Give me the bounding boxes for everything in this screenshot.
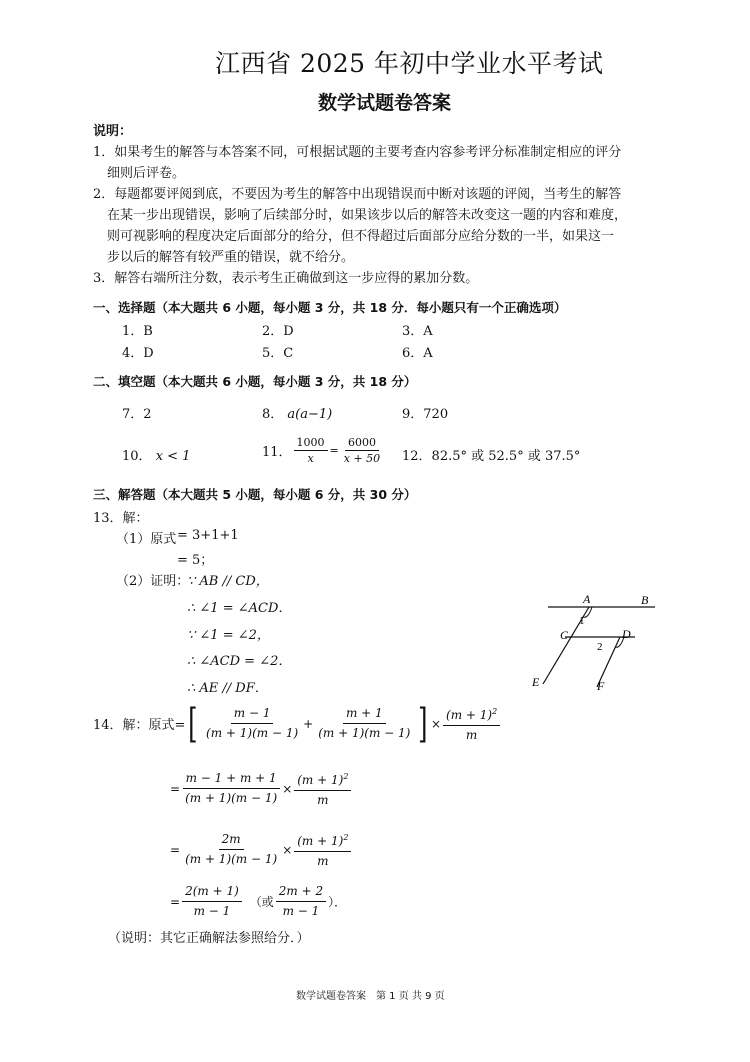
label-e: E [532,675,540,689]
answer-10-expression: x < 1 [155,449,191,464]
page-title: 江西省 2025 年初中学业水平考试 [215,49,604,78]
answer-3: 3．A [402,324,433,339]
section-3-heading: 三、解答题（本大题共 5 小题，每小题 6 分，共 30 分） [93,487,417,502]
fraction-numerator [294,829,351,852]
fraction-denominator: x [307,452,314,465]
answer-11-right-fraction [341,436,383,465]
fraction-numerator: 2m + 2 [276,883,326,902]
answer-12: 12．82.5° 或 52.5° 或 37.5° [402,449,581,464]
answer-7: 7．2 [122,407,152,422]
answer-8-number: 8． [262,407,284,422]
q14-label: 14．解：原式= [93,718,186,733]
left-bracket: [ [188,700,198,747]
answer-11 [262,436,385,465]
note-3: 3．解答右端所注分数，表示考生正确做到这一步应得的累加分数。 [93,271,479,286]
fraction-denominator: (m + 1)(m − 1) [185,791,278,805]
label-f: F [597,679,605,693]
answer-4: 4．D [122,346,154,361]
q14-result-fraction [182,883,242,920]
q14-square-fraction [294,829,351,870]
q13-part1-line1: = 3+1+1 [177,528,239,543]
proof-step-1: ∵ AB // CD， [187,574,269,589]
note-2-line-3: 则可视影响的程度决定后面部分的给分，但不得超过后面部分应给分数的一半，如果这一 [107,229,615,244]
q14-step-2 [170,768,353,809]
proof-step-5: ∴ AE // DF． [187,681,268,696]
fraction-numerator: 2m [219,831,244,850]
exponent: 2 [343,833,349,842]
note-2-line-2: 在某一步出现错误，影响了后续部分时，如果该步以后的解答未改变这一题的内容和难度， [107,208,628,223]
fraction-denominator: (m + 1)(m − 1) [185,852,278,866]
times-sign: × [282,781,293,796]
equals-sign: = [170,894,181,909]
page-footer: 数学试题卷答案 第 1 页 共 9 页 [296,991,445,1002]
fraction-denominator: (m + 1)(m − 1) [318,726,411,740]
q14-fraction-2 [315,705,413,742]
plus-sign: + [303,716,314,731]
fraction-numerator: m − 1 + m + 1 [183,770,280,789]
exponent: 2 [343,772,349,781]
or-text: （或 [249,895,274,909]
label-c: C [560,628,569,642]
fraction-denominator: x + 50 [343,452,381,465]
note-1-line-1: 1．如果考生的解答与本答案不同，可根据试题的主要考查内容参考评分标准制定相应的评分 [93,145,622,160]
q13-part1-label: （1）原式 [116,532,177,547]
answer-8-expression: a(a−1) [287,407,333,422]
label-angle-1: 1 [579,615,585,627]
label-a: A [583,592,591,606]
parallel-lines-figure [525,590,665,695]
equals-sign: = [170,842,181,857]
answer-9: 9．720 [402,407,449,422]
equals-sign: = [170,781,181,796]
q13-label: 13．解： [93,511,149,526]
q14-step-4 [170,883,346,920]
fraction-numerator: 2(m + 1) [182,883,242,902]
answer-10-number: 10． [122,449,152,464]
fraction-denominator: m [317,793,329,807]
answer-11-left-fraction [294,436,328,465]
times-sign: × [282,842,293,857]
fraction-numerator: 1000 [294,436,328,451]
section-1-heading: 一、选择题（本大题共 6 小题，每小题 3 分，共 18 分．每小题只有一个正确选项） [93,300,567,315]
notes-heading: 说明： [93,124,133,139]
label-b: B [641,593,649,607]
right-bracket: ] [418,700,428,747]
exponent: 2 [492,707,498,716]
note-2-line-4: 步以后的解答有较严重的错误，就不给分。 [107,250,355,265]
answer-2: 2．D [262,324,294,339]
q14-note: （说明：其它正确解法参照给分．） [108,931,310,946]
square-base: (m + 1) [446,708,493,722]
q14-square-fraction [443,703,500,744]
proof-step-2: ∴ ∠1 = ∠ACD． [187,601,292,616]
fraction-denominator: (m + 1)(m − 1) [206,726,299,740]
fraction-denominator: m − 1 [193,904,231,918]
fraction-numerator [294,768,351,791]
q13-part1-line2: = 5； [177,553,214,568]
q14-fraction-1 [203,705,301,742]
q14-step-2-fraction [182,770,280,807]
q14-step-3-fraction [182,831,280,868]
equals-sign: = [329,444,339,457]
answer-10 [122,445,190,464]
q14-alt-fraction [276,883,326,920]
label-d: D [622,627,631,641]
answer-8 [262,403,332,422]
q14-step-3 [170,829,353,870]
times-sign: × [430,716,442,731]
square-base: (m + 1) [297,834,344,848]
fraction-numerator [443,703,500,726]
fraction-numerator: m − 1 [231,705,274,724]
q14-square-fraction [294,768,351,809]
section-2-heading: 二、填空题（本大题共 6 小题，每小题 3 分，共 18 分） [93,374,417,389]
note-2-line-1: 2．每题都要评阅到底，不要因为考生的解答中出现错误而中断对该题的评阅，当考生的解答 [93,187,622,202]
fraction-denominator: m − 1 [282,904,320,918]
page-subtitle: 数学试题卷答案 [318,92,452,114]
note-1-line-2: 细则后评卷。 [107,166,186,181]
answer-1: 1．B [122,324,153,339]
fraction-denominator: m [465,728,478,742]
answer-11-number: 11． [262,445,292,460]
q13-part2-label: （2）证明： [116,574,190,589]
fraction-denominator: m [317,854,329,868]
answer-6: 6．A [402,346,433,361]
q14-step-1 [93,700,502,747]
square-base: (m + 1) [297,773,344,787]
fraction-numerator: 6000 [345,436,379,451]
fraction-numerator: m + 1 [343,705,386,724]
answer-5: 5．C [262,346,294,361]
proof-step-4: ∴ ∠ACD = ∠2． [187,654,292,669]
proof-step-3: ∵ ∠1 = ∠2， [187,628,270,643]
label-angle-2: 2 [597,641,603,653]
close-paren: ）． [328,895,347,909]
